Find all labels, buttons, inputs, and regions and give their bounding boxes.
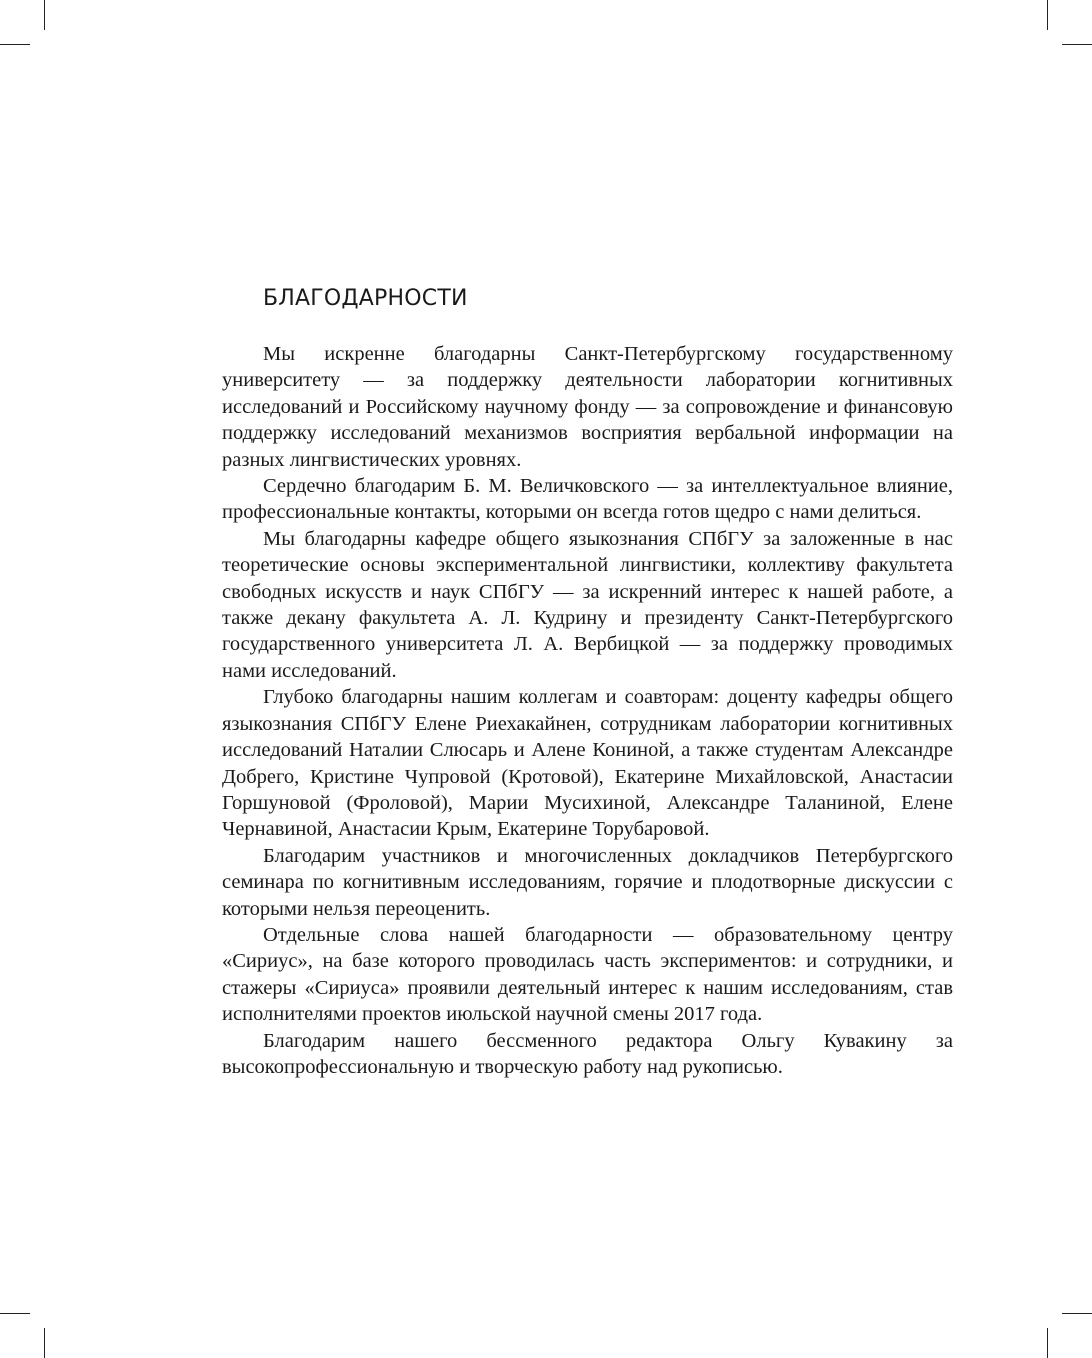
crop-mark-bottom-left-horizontal [0,1313,30,1314]
paragraph: Мы искренне благодарны Санкт-Петербургскому государственному университету — за поддержку деятельности лаборатории когнитивных исследований и Российскому научному фонду — за сопровождение и финансовую поддержку исследований механизмов восприятия вербальной информации на разных лингвистических уровнях. [222,343,953,471]
crop-mark-bottom-right-horizontal [1062,1313,1092,1314]
paragraph: Сердечно благодарим Б. М. Величковского — за интеллектуальное влияние, профессиональные контакты, которыми он всегда готов щедро с нами делиться. [222,475,953,524]
crop-mark-top-left-horizontal [0,44,30,45]
crop-mark-top-right-horizontal [1062,44,1092,45]
paragraph: Благодарим участников и многочисленных докладчиков Петербургского семинара по когнитивным исследованиям, горячие и плодотворные дискуссии с которыми нельзя переоценить. [222,844,953,920]
paragraph: Глубоко благодарны нашим коллегам и соавторам: доценту кафедры общего языкознания СПбГУ Елене Риехакайнен, сотрудникам лаборатории когнитивных исследований Наталии Слюсарь и Алене Кониной, а также студентам Александре Добрего, Кристине Чупровой (Кротовой), Екатерине Михайловской, Анастасии Горшуновой (Фроловой), Марии Мусихиной, Александре Таланиной, Елене Чернавиной, Анастасии Крым, Екатерине Торубаровой. [222,686,953,841]
paragraph: Мы благодарны кафедре общего языкознания СПбГУ за заложенные в нас теоретические основы экспериментальной лингвистики, коллективу факультета свободных искусств и наук СПбГУ — за искренний интерес к нашей работе, а также декану факультета А. Л. Кудрину и президенту Санкт-Петербургского государственного университета Л. А. Вербицкой — за поддержку проводимых нами исследований. [222,527,953,682]
paragraph: Благодарим нашего бессменного редактора Ольгу Кувакину за высокопрофессиональную и творческую работу над рукописью. [222,1029,953,1078]
acknowledgements-body [222,341,953,1080]
crop-mark-bottom-right-vertical [1047,1328,1048,1358]
crop-mark-top-left-vertical [44,0,45,30]
crop-mark-bottom-left-vertical [44,1328,45,1358]
paragraph: Отдельные слова нашей благодарности — образовательному центру «Сириус», на базе которого проводилась часть экспериментов: и сотрудники, и стажеры «Сириуса» проявили деятельный интерес к нашим исследованиям, став исполнителями проектов июльской научной смены 2017 года. [222,923,953,1026]
crop-mark-top-right-vertical [1047,0,1048,30]
page-title: БЛАГОДАРНОСТИ [263,286,468,311]
